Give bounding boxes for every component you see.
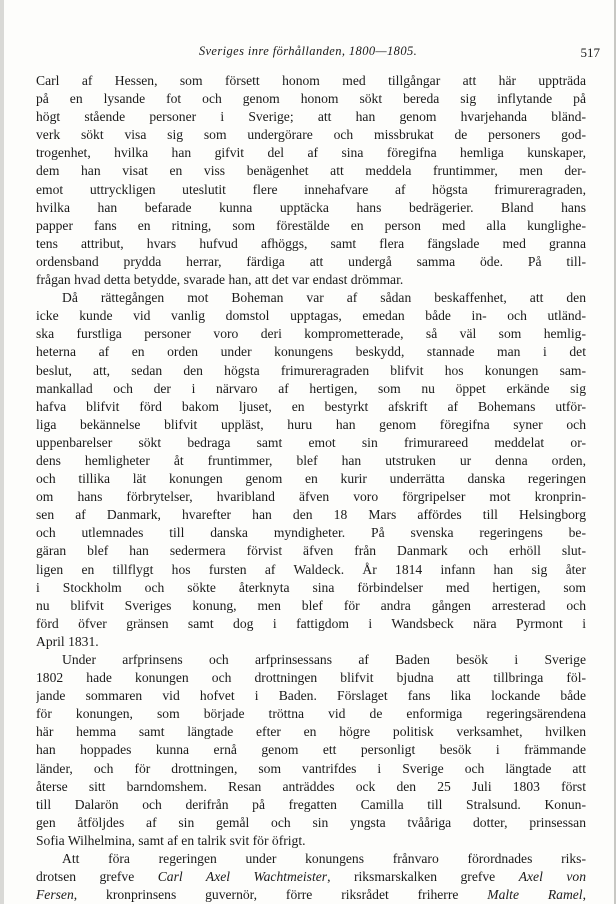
person-name: Axel von (518, 869, 586, 885)
text-line: och tillika lät konungen genom en kurir underrätta danska regeringen (36, 471, 586, 487)
text-line: tens attribut, hvars hufvud afhöggs, samt flera fängslade med granna (36, 235, 586, 251)
person-name: Malte Ramel (487, 887, 583, 903)
text-line: hafva blifvit förd bakom ljuset, en bestyrkt afskrift af Bohemans utför- (36, 398, 586, 414)
text-line: jande sommaren vid hofvet i Baden. Förslaget fans lika lockande både (36, 688, 586, 704)
text-line: Då rättegången mot Boheman var af sådan beskaffenhet, att den (62, 290, 586, 306)
text-line: i Stockholm och sökte återknyta sina förbindelser med hertigen, som (36, 579, 586, 595)
body-text (36, 72, 586, 904)
text-line: förd öfver gränsen samt dog i fattigdom i Wandsbeck nära Pyrmont i (36, 615, 586, 631)
text-line: här hemma samt längtade efter en högre politisk verksamhet, hvilken (36, 724, 586, 740)
text-line: gäran blef han sedermera förvist äfven från Danmark och erhöll slut- (36, 543, 586, 559)
text-line: hvilka han befarade kunna upptäcka hans bedrägerier. Bland hans (36, 199, 586, 215)
text-line: sen af Danmark, hvarefter han den 18 Mars affördes till Helsingborg (36, 507, 586, 523)
line-segment: drotsen grefve (36, 869, 158, 885)
text-line: högt stående personer i Sverige; att han genom hvarjehanda bländ- (36, 109, 586, 125)
text-line: han hoppades kunna ernå genom ett personligt besök i främmande (36, 742, 586, 758)
text-line: Carl af Hessen, som försett honom med tillgångar att här uppträda (36, 73, 586, 88)
text-line: icke kunde vid vanlig domstol upptagas, emedan både in- och utländ- (36, 308, 586, 324)
running-title: Sveriges inre förhållanden, 1800—1805. (198, 44, 418, 58)
text-line: verk sökt visa sig som undergörare och missbrukat de personers god- (36, 127, 586, 143)
text-line: på en lysande fot och genom honom sökt bereda sig inflytande på (36, 91, 586, 107)
text-line: 1802 hade konungen och drottningen blifvit bjudna att tillbringa föl- (36, 670, 586, 686)
text-line: Under arfprinsens och arfprinsessans af Baden besök i Sverige (62, 652, 586, 667)
text-line: ligen en tillflygt hos fursten af Waldeck. År 1814 infann han sig åter (36, 561, 586, 577)
text-line: nu blifvit Sveriges konung, men blef för andra gången arresterad och (36, 597, 586, 613)
line-segment: , (582, 887, 586, 903)
text-line: länder, och för drottningen, som vantrifdes i Sverige och längtade att (36, 760, 586, 776)
text-line: uppenbarelser sökt bedraga samt emot sin frimurareed meddelat or- (36, 434, 586, 450)
text-line: om hans förbrytelser, hvaribland äfven voro förgripelser mot kronprin- (36, 489, 586, 505)
page-header (0, 44, 616, 62)
text-line: emot uttryckligen uteslutit flere innehafvare af högsta frimureragraden, (36, 181, 586, 197)
text-line: liga bekännelse blifvit uppläst, huru han genom föregifna syner och (36, 416, 586, 432)
text-line: beslut, att, sedan den högsta frimureragraden blifvit hos konungen sam- (36, 362, 586, 378)
text-line: Sofia Wilhelmina, samt af en talrik svit för öfrigt. (36, 832, 306, 848)
text-line: för konungen, som började tröttna vid de enformiga regeringsärendena (36, 706, 586, 722)
text-line: papper fans en ritning, som förestälde en person med alla kunglighe- (36, 217, 586, 233)
text-line: frågan hvad detta betydde, svarade han, att det var endast drömmar. (36, 272, 404, 288)
line-segment: , riksmarskalken grefve (327, 869, 519, 885)
text-line: mankallad och der i närvaro af hertigen, som nu öppet erkände sig (36, 380, 586, 396)
text-line: trogenhet, hvilka han gifvit del af sina föregifna hemliga kunskaper, (36, 145, 586, 161)
line-segment: , kronprinsens guvernör, förre riksrådet friherre (73, 887, 488, 903)
text-line: April 1831. (36, 633, 99, 649)
text-line: dem han visat en viss benägenhet att meddela fruntimmer, men der- (36, 163, 586, 179)
text-line: heterna af en orden under konungens beskydd, stannade man i det (36, 344, 586, 360)
text-line: återse sitt barndomshem. Resan anträddes ock den 25 Juli 1803 först (36, 778, 586, 794)
text-line: ordensband prydda herrar, färdiga att undergå samma öde. På till- (36, 253, 586, 269)
text-line: ska furstliga personer voro deri komprometterade, så väl som hemlig- (36, 326, 586, 342)
text-line: dens hemligheter åt fruntimmer, blef han utstruken ur denna orden, (36, 452, 586, 468)
text-line (36, 868, 586, 886)
text-line: till Dalarön och derifrån på fregatten Camilla till Stralsund. Konun- (36, 796, 586, 812)
person-name: Fersen (36, 887, 74, 903)
page-number: 517 (580, 45, 600, 60)
text-line: och utlemnades till danska myndigheter. På svenska regeringens be- (36, 525, 586, 541)
scan-edge-left (0, 0, 4, 904)
text-line (36, 886, 586, 904)
text-line: Att föra regeringen under konungens frånvaro förordnades riks- (62, 851, 586, 867)
text-line: gen åtföljdes af sin gemål och sin yngsta tvååriga dotter, prinsessan (36, 814, 586, 830)
person-name: Carl Axel Wachtmeister (157, 869, 328, 885)
